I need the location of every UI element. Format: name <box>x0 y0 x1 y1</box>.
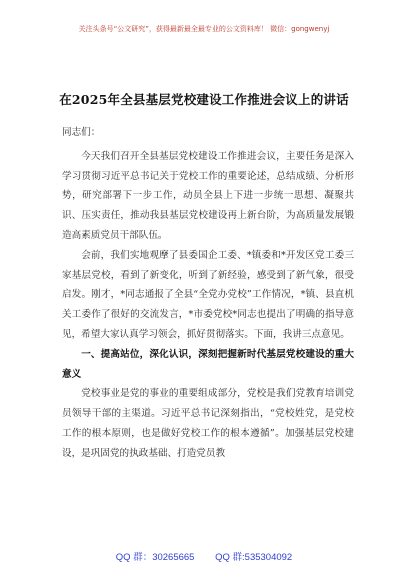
paragraph-3: 党校事业是党的事业的重要组成部分，党校是我们党教育培训党员领导干部的主渠道。习近平总书记深刻指出，“党校姓党，是党校工作的根本原则，也是做好党校工作的根本遵循”。加强基层党校建设，是巩固党的执政基础、打造党员教 <box>62 388 354 459</box>
footer-qq-group-2: QQ 群:535304092 <box>215 552 293 563</box>
footer-qq-group-1: QQ 群：30265665 <box>115 552 195 563</box>
footer-contacts <box>0 549 408 563</box>
promo-banner: 关注头条号“公文研究”，获得最新最全最专业的公文资料库！ 微信：gongwenyj <box>78 25 330 33</box>
section-heading-1: 一、提高站位，深化认识，深刻把握新时代基层党校建设的重大意义 <box>62 348 354 380</box>
paragraph-1: 今天我们召开全县基层党校建设工作推进会议，主要任务是深入学习贯彻习近平总书记关于党校工作的重要论述，总结成绩、分析形势，研究部署下一步工作，动员全县上下进一步统一思想、凝聚共识、压实责任，推动我县基层党校建设再上新台阶，为高质量发展锻造高素质党员干部队伍。 <box>62 150 354 241</box>
paragraph-2: 会前，我们实地观摩了县委国企工委、*镇委和*开发区党工委三家基层党校，看到了新变化，听到了新经验，感受到了新气象，很受启发。刚才，*同志通报了全县“全党办党校”工作情况，*镇、县直机关工委作了很好的交流发言，*市委党校*同志也提出了明确的指导意见，希望大家认真学习领会，抓好贯彻落实。下面，我讲三点意见。 <box>62 249 354 340</box>
document-title: 在2025年全县基层党校建设工作推进会议上的讲话 <box>59 92 349 107</box>
salutation: 同志们： <box>62 127 101 138</box>
document-body <box>62 123 354 464</box>
